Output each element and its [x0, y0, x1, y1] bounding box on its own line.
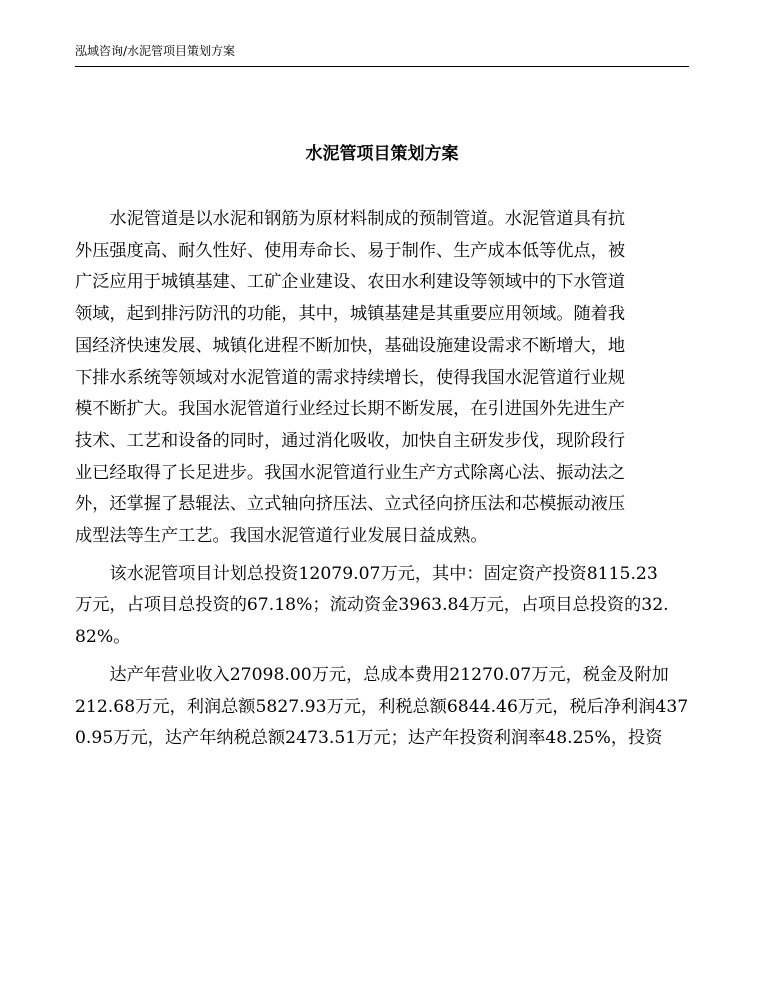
paragraph-line: 广泛应用于城镇基建、工矿企业建设、农田水利建设等领域中的下水管道: [75, 272, 626, 293]
paragraph-line: 万元，占项目总投资的67.18%；流动资金3963.84万元，占项目总投资的32.: [75, 595, 669, 616]
paragraph-line: 外，还掌握了悬辊法、立式轴向挤压法、立式径向挤压法和芯模振动液压: [75, 494, 626, 515]
paragraph-line: 0.95万元，达产年纳税总额2473.51万元；达产年投资利润率48.25%，投资: [75, 728, 663, 749]
paragraph-line: 技术、工艺和设备的同时，通过消化吸收，加快自主研发步伐，现阶段行: [75, 430, 626, 451]
paragraph-line: 国经济快速发展、城镇化进程不断加快，基础设施建设需求不断增大，地: [75, 335, 626, 356]
paragraph-revenue: [75, 660, 693, 755]
paragraph-line: 水泥管道是以水泥和钢筋为原材料制成的预制管道。水泥管道具有抗: [109, 209, 626, 229]
paragraph-line: 成型法等生产工艺。我国水泥管道行业发展日益成熟。: [75, 526, 488, 547]
paragraph-line: 模不断扩大。我国水泥管道行业经过长期不断发展，在引进国外先进生产: [75, 399, 626, 420]
paragraph-line: 业已经取得了长足进步。我国水泥管道行业生产方式除离心法、振动法之: [75, 462, 626, 483]
document-body: [75, 204, 693, 761]
paragraph-investment: [75, 559, 693, 654]
header-divider: [75, 66, 689, 67]
paragraph-line: 下排水系统等领域对水泥管道的需求持续增长，使得我国水泥管道行业规: [75, 367, 626, 388]
paragraph-intro: [75, 204, 693, 553]
paragraph-line: 达产年营业收入27098.00万元，总成本费用21270.07万元，税金及附加: [109, 664, 669, 685]
running-header: 泓域咨询/水泥管项目策划方案: [75, 44, 236, 58]
paragraph-line: 外压强度高、耐久性好、使用寿命长、易于制作、生产成本低等优点，被: [75, 240, 626, 261]
paragraph-line: 82%。: [75, 627, 131, 648]
paragraph-line: 212.68万元，利润总额5827.93万元，利税总额6844.46万元，税后净利润437: [75, 696, 689, 717]
paragraph-line: 该水泥管项目计划总投资12079.07万元，其中：固定资产投资8115.23: [109, 563, 658, 584]
document-title: 水泥管项目策划方案: [305, 144, 459, 164]
paragraph-line: 领域，起到排污防汛的功能，其中，城镇基建是其重要应用领域。随着我: [75, 304, 626, 325]
